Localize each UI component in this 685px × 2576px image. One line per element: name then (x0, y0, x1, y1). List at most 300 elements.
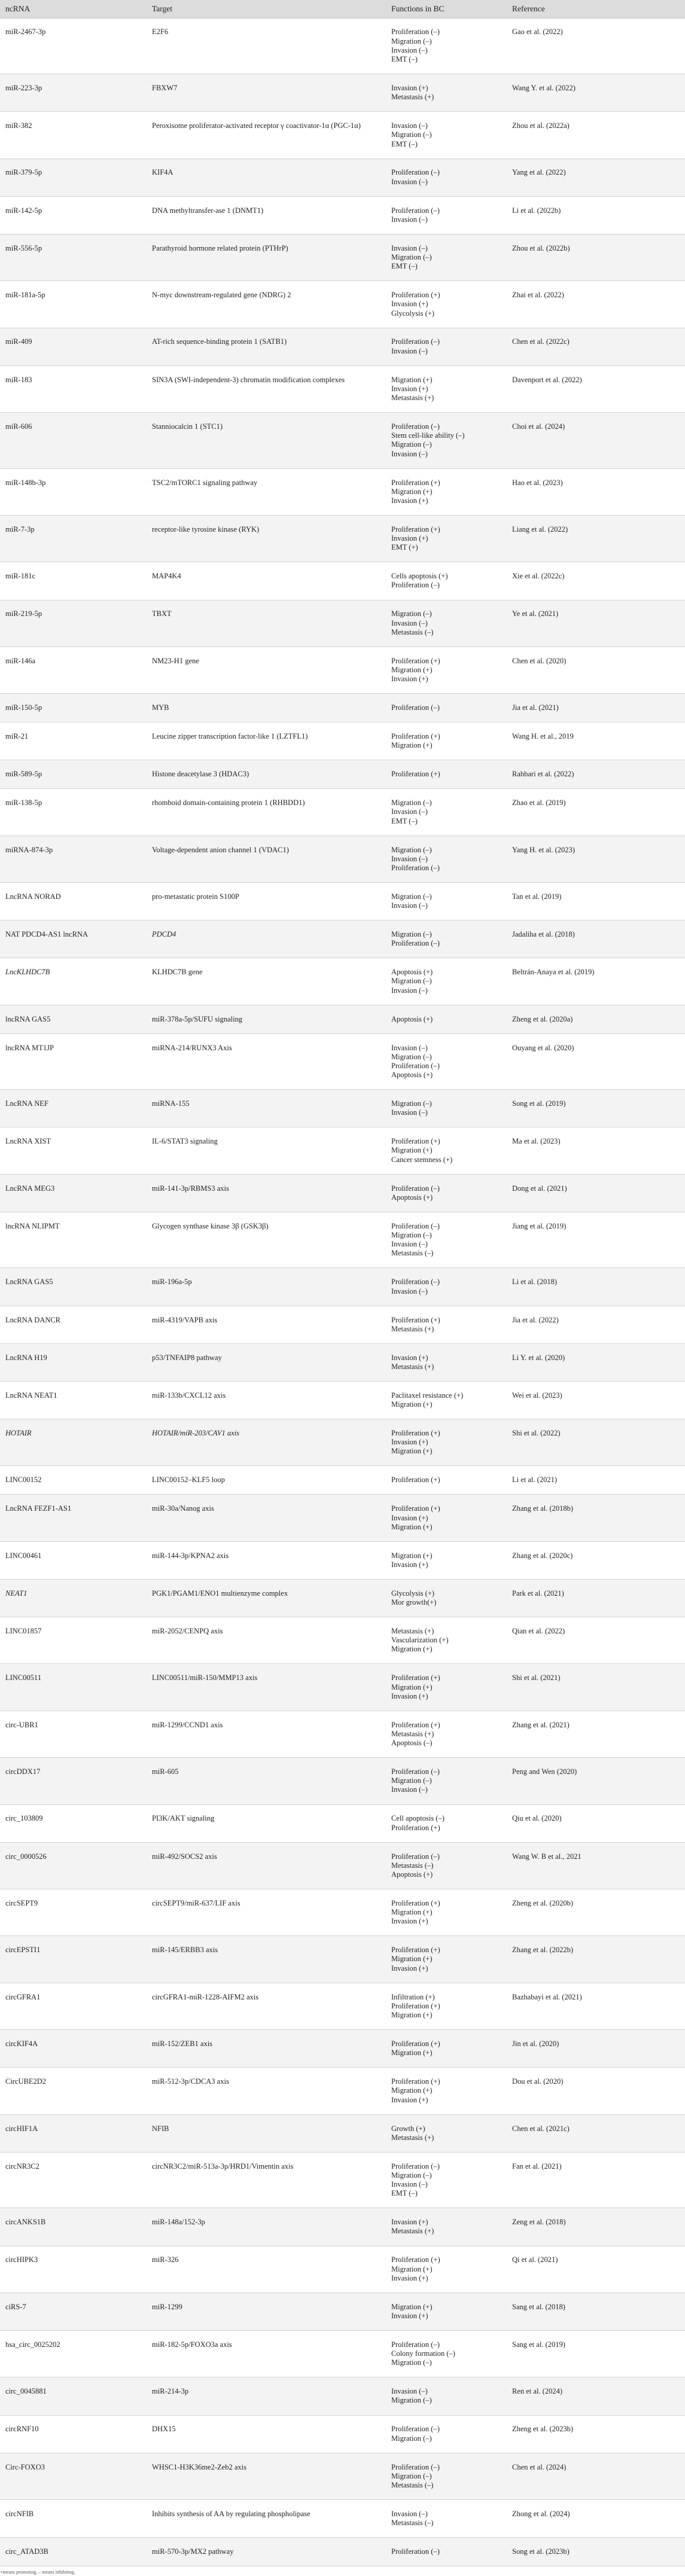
cell-reference: Zhang et al. (2021) (507, 1711, 685, 1757)
cell-ncrna: miR-223-3p (0, 74, 147, 112)
table-row (0, 2500, 685, 2538)
function-line: Invasion (–) (391, 1287, 428, 1295)
cell-ncrna: lncRNA MT1JP (0, 1034, 147, 1090)
cell-functions (386, 1090, 507, 1127)
function-line: Proliferation (+) (391, 478, 440, 487)
header-ncrna: ncRNA (0, 0, 147, 18)
header-reference: Reference (507, 0, 685, 18)
cell-functions (386, 196, 507, 234)
function-line: Migration (–) (391, 892, 432, 901)
cell-reference: Wang H. et al., 2019 (507, 723, 685, 760)
function-line: Invasion (–) (391, 2180, 428, 2189)
function-line: Proliferation (–) (391, 1767, 440, 1776)
table-footnote: +means promoting, – means inhibiting. (0, 2569, 75, 2575)
cell-target: circGFRA1-miR-1228-AIFM2 axis (147, 1983, 386, 2029)
cell-reference: Qian et al. (2022) (507, 1617, 685, 1664)
function-line: Migration (–) (391, 845, 432, 854)
function-line: Invasion (+) (391, 2273, 428, 2282)
cell-reference: Wei et al. (2023) (507, 1381, 685, 1419)
function-line: Colony formation (–) (391, 2349, 455, 2358)
function-line: Invasion (–) (391, 177, 428, 186)
function-line: Migration (+) (391, 1522, 433, 1531)
cell-target: NFIB (147, 2114, 386, 2152)
cell-reference: Sang et al. (2018) (507, 2293, 685, 2330)
cell-reference: Zhao et al. (2019) (507, 789, 685, 836)
cell-target: pro-metastatic protein S100P (147, 883, 386, 920)
function-line: Proliferation (–) (391, 1061, 440, 1070)
table-row (0, 2246, 685, 2293)
function-line: Proliferation (–) (391, 863, 440, 872)
cell-functions (386, 1889, 507, 1936)
cell-reference: Zhang et al. (2018b) (507, 1495, 685, 1541)
function-line: EMT (+) (391, 543, 418, 552)
function-line: Proliferation (+) (391, 2040, 440, 2048)
cell-reference: Zhou et al. (2022b) (507, 234, 685, 281)
function-line: Apoptosis (+) (391, 1014, 433, 1023)
cell-ncrna: LncRNA H19 (0, 1343, 147, 1381)
function-line: Metastasis (+) (391, 93, 434, 102)
table-row (0, 2415, 685, 2453)
cell-reference: Wang W. B et al., 2021 (507, 1842, 685, 1889)
table-row (0, 2152, 685, 2208)
table-row (0, 2030, 685, 2068)
function-line: Invasion (–) (391, 618, 428, 627)
cell-functions (386, 281, 507, 328)
cell-ncrna: LINC00461 (0, 1541, 147, 1579)
table-row (0, 1174, 685, 1212)
cell-reference: Fan et al. (2021) (507, 2152, 685, 2208)
function-line: Invasion (–) (391, 807, 428, 816)
cell-reference: Qiu et al. (2020) (507, 1804, 685, 1842)
function-line: Cell apoptosis (–) (391, 1814, 445, 1823)
cell-ncrna: LncRNA NORAD (0, 883, 147, 920)
cell-target: Glycogen synthase kinase 3β (GSK3β) (147, 1212, 386, 1268)
cell-target: miR-152/ZEB1 axis (147, 2030, 386, 2068)
cell-target: LINC00152–KLF5 loop (147, 1466, 386, 1495)
function-line: EMT (–) (391, 262, 418, 271)
function-line: Proliferation (+) (391, 525, 440, 534)
table-row (0, 694, 685, 723)
table-row (0, 1804, 685, 1842)
function-line: Invasion (–) (391, 901, 428, 910)
function-line: Proliferation (+) (391, 2001, 440, 2010)
cell-target: miR-145/ERBB3 axis (147, 1936, 386, 1983)
table-row (0, 1268, 685, 1306)
cell-target: Leucine zipper transcription factor-like 1 (LZTFL1) (147, 723, 386, 760)
cell-ncrna: circANKS1B (0, 2208, 147, 2246)
cell-ncrna: miR-606 (0, 413, 147, 469)
cell-functions (386, 1495, 507, 1541)
function-line: Migration (–) (391, 1231, 432, 1239)
function-line: Apoptosis (+) (391, 968, 433, 977)
function-line: Proliferation (+) (391, 2077, 440, 2086)
cell-target: FBXW7 (147, 74, 386, 112)
cell-functions (386, 2293, 507, 2330)
function-line: Migration (–) (391, 2434, 432, 2443)
table-row (0, 2453, 685, 2499)
function-line: Migration (+) (391, 1447, 433, 1456)
cell-reference: Shi et al. (2021) (507, 1664, 685, 1711)
cell-ncrna: miR-148b-3p (0, 468, 147, 515)
function-line: Proliferation (+) (391, 770, 440, 779)
function-line: Infiltration (+) (391, 1992, 435, 2001)
function-line: Proliferation (–) (391, 1221, 440, 1230)
function-line: Metastasis (–) (391, 2480, 434, 2489)
cell-target: miR-605 (147, 1758, 386, 1804)
table-row (0, 468, 685, 515)
cell-target: miR-214-3p (147, 2377, 386, 2415)
table-row (0, 647, 685, 693)
cell-functions (386, 2030, 507, 2068)
table-row (0, 158, 685, 196)
function-line: Invasion (+) (391, 2095, 428, 2104)
cell-ncrna: circKIF4A (0, 2030, 147, 2068)
cell-target: miR-2052/CENPQ axis (147, 1617, 386, 1664)
cell-target: p53/TNFAIP8 pathway (147, 1343, 386, 1381)
function-line: Proliferation (+) (391, 1946, 440, 1955)
table-row (0, 1466, 685, 1495)
cell-target: miR-512-3p/CDCA3 axis (147, 2068, 386, 2114)
cell-target: KLHDC7B gene (147, 958, 386, 1005)
cell-ncrna: lncRNA NLIPMT (0, 1212, 147, 1268)
function-line: Apoptosis (+) (391, 1071, 433, 1080)
cell-reference: Zhang et al. (2022b) (507, 1936, 685, 1983)
cell-ncrna: NEAT1 (0, 1579, 147, 1617)
table-row (0, 1034, 685, 1090)
cell-ncrna: LncRNA FEZF1-AS1 (0, 1495, 147, 1541)
function-line: Proliferation (–) (391, 2340, 440, 2349)
cell-target: PI3K/AKT signaling (147, 1804, 386, 1842)
cell-functions (386, 2068, 507, 2114)
function-line: Migration (+) (391, 1955, 433, 1964)
cell-reference: Dong et al. (2021) (507, 1174, 685, 1212)
cell-reference: Song et al. (2023b) (507, 2538, 685, 2566)
cell-target: Peroxisome proliferator-activated receptor γ coactivator-1α (PGC-1α) (147, 112, 386, 158)
cell-target: MYB (147, 694, 386, 723)
function-line: Migration (+) (391, 2086, 433, 2095)
function-line: Migration (+) (391, 741, 433, 750)
function-line: Invasion (–) (391, 2387, 428, 2396)
function-line: Apoptosis (+) (391, 1870, 433, 1879)
cell-functions (386, 365, 507, 412)
cell-reference: Zeng et al. (2018) (507, 2208, 685, 2246)
cell-functions (386, 1617, 507, 1664)
function-line: Migration (+) (391, 1682, 433, 1691)
cell-reference: Bazhabayi et al. (2021) (507, 1983, 685, 2029)
cell-functions (386, 1005, 507, 1034)
table-row (0, 2114, 685, 2152)
cell-functions (386, 1936, 507, 1983)
table-row (0, 234, 685, 281)
cell-functions (386, 234, 507, 281)
cell-reference: Wang Y. et al. (2022) (507, 74, 685, 112)
cell-functions (386, 1711, 507, 1757)
cell-ncrna: LncRNA NEF (0, 1090, 147, 1127)
table-row (0, 1343, 685, 1381)
cell-reference: Zhang et al. (2020c) (507, 1541, 685, 1579)
cell-target: miR-570-3p/MX2 pathway (147, 2538, 386, 2566)
cell-target: miR-141-3p/RBMS3 axis (147, 1174, 386, 1212)
cell-reference: Jin et al. (2020) (507, 2030, 685, 2068)
function-line: Invasion (+) (391, 1560, 428, 1569)
cell-reference: Chen et al. (2020) (507, 647, 685, 693)
function-line: Invasion (+) (391, 384, 428, 393)
function-line: EMT (–) (391, 139, 418, 148)
function-line: Migration (–) (391, 36, 432, 45)
cell-functions (386, 2453, 507, 2499)
function-line: Proliferation (–) (391, 2547, 440, 2556)
function-line: Invasion (+) (391, 2311, 428, 2320)
cell-ncrna: LncRNA NEAT1 (0, 1381, 147, 1419)
table-row (0, 2538, 685, 2566)
cell-ncrna: CircUBE2D2 (0, 2068, 147, 2114)
function-line: Migration (–) (391, 440, 432, 449)
function-line: Apoptosis (–) (391, 1739, 433, 1748)
cell-functions (386, 600, 507, 647)
cell-reference: Ye et al. (2021) (507, 600, 685, 647)
cell-ncrna: miR-146a (0, 647, 147, 693)
function-line: Migration (+) (391, 2264, 433, 2273)
cell-target: miR-182-5p/FOXO3a axis (147, 2331, 386, 2377)
cell-functions (386, 2246, 507, 2293)
cell-target: circSEPT9/miR-637/LIF axis (147, 1889, 386, 1936)
cell-functions (386, 836, 507, 882)
cell-functions (386, 1306, 507, 1343)
cell-target: miR-4319/VAPB axis (147, 1306, 386, 1343)
function-line: Migration (–) (391, 609, 432, 618)
table-row (0, 836, 685, 882)
cell-functions (386, 1842, 507, 1889)
function-line: Invasion (+) (391, 83, 428, 92)
cell-functions (386, 760, 507, 789)
function-line: Proliferation (+) (391, 2255, 440, 2264)
table-row (0, 1617, 685, 1664)
function-line: Proliferation (+) (391, 1137, 440, 1146)
cell-ncrna: circ_ATAD3B (0, 2538, 147, 2566)
table-row (0, 1541, 685, 1579)
cell-target: PGK1/PGAM1/ENO1 multienzyme complex (147, 1579, 386, 1617)
table-row (0, 562, 685, 600)
cell-reference: Zheng et al. (2020b) (507, 1889, 685, 1936)
cell-reference: Choi et al. (2024) (507, 413, 685, 469)
cell-reference: Yang et al. (2022) (507, 158, 685, 196)
cell-target: N-myc downstream-regulated gene (NDRG) 2 (147, 281, 386, 328)
function-line: Cells apoptosis (+) (391, 572, 448, 581)
table-row (0, 2068, 685, 2114)
cell-reference: Chen et al. (2024) (507, 2453, 685, 2499)
cell-reference: Jadaliha et al. (2018) (507, 920, 685, 958)
table-row (0, 281, 685, 328)
function-line: Mor growth(+) (391, 1598, 437, 1607)
function-line: Migration (+) (391, 1400, 433, 1409)
cell-reference: Zheng et al. (2020a) (507, 1005, 685, 1034)
cell-target: AT-rich sequence-binding protein 1 (SATB1) (147, 328, 386, 365)
cell-functions (386, 74, 507, 112)
cell-functions (386, 920, 507, 958)
cell-ncrna: miRNA-874-3p (0, 836, 147, 882)
cell-reference: Beltrán-Anaya et al. (2019) (507, 958, 685, 1005)
cell-reference: Xie et al. (2022c) (507, 562, 685, 600)
cell-functions (386, 2208, 507, 2246)
cell-functions (386, 1174, 507, 1212)
table-row (0, 74, 685, 112)
function-line: Proliferation (–) (391, 1852, 440, 1861)
cell-functions (386, 413, 507, 469)
cell-target: miR-326 (147, 2246, 386, 2293)
cell-reference: Li Y. et al. (2020) (507, 1343, 685, 1381)
header-target: Target (147, 0, 386, 18)
cell-ncrna: circDDX17 (0, 1758, 147, 1804)
function-line: Invasion (–) (391, 1240, 428, 1249)
cell-reference: Qi et al. (2021) (507, 2246, 685, 2293)
table-row (0, 1419, 685, 1466)
function-line: Migration (+) (391, 1908, 433, 1917)
cell-target: miR-30a/Nanog axis (147, 1495, 386, 1541)
cell-functions (386, 647, 507, 693)
cell-ncrna: miR-556-5p (0, 234, 147, 281)
cell-ncrna: circNR3C2 (0, 2152, 147, 2208)
table-row (0, 18, 685, 74)
function-line: Invasion (–) (391, 449, 428, 458)
table-row (0, 1711, 685, 1757)
cell-target: LINC00511/miR-150/MMP13 axis (147, 1664, 386, 1711)
function-line: Migration (–) (391, 1776, 432, 1785)
cell-functions (386, 328, 507, 365)
cell-functions (386, 1127, 507, 1174)
cell-reference: Chen et al. (2022c) (507, 328, 685, 365)
function-line: EMT (–) (391, 54, 418, 63)
cell-ncrna: LncRNA GAS5 (0, 1268, 147, 1306)
cell-functions (386, 883, 507, 920)
cell-ncrna: miR-219-5p (0, 600, 147, 647)
cell-ncrna: circRNF10 (0, 2415, 147, 2453)
function-line: Invasion (+) (391, 1513, 428, 1522)
cell-functions (386, 1034, 507, 1090)
table-row (0, 1127, 685, 1174)
function-line: Migration (–) (391, 1099, 432, 1108)
cell-functions (386, 2415, 507, 2453)
table-row (0, 516, 685, 562)
cell-target: E2F6 (147, 18, 386, 74)
cell-reference: Zhai et al. (2022) (507, 281, 685, 328)
function-line: Migration (+) (391, 1645, 433, 1654)
cell-target: Parathyroid hormone related protein (PTHrP) (147, 234, 386, 281)
cell-ncrna: miR-21 (0, 723, 147, 760)
cell-reference: Gao et al. (2022) (507, 18, 685, 74)
cell-reference: Peng and Wen (2020) (507, 1758, 685, 1804)
table-row (0, 760, 685, 789)
cell-reference: Jiang et al. (2019) (507, 1212, 685, 1268)
cell-target: Voltage-dependent anion channel 1 (VDAC1) (147, 836, 386, 882)
function-line: Invasion (–) (391, 121, 428, 130)
cell-functions (386, 2500, 507, 2538)
function-line: Proliferation (–) (391, 939, 440, 948)
cell-reference: Li et al. (2021) (507, 1466, 685, 1495)
cell-functions (386, 1758, 507, 1804)
function-line: Proliferation (+) (391, 1315, 440, 1324)
function-line: Stem cell-like ability (–) (391, 431, 465, 440)
function-line: Invasion (–) (391, 1108, 428, 1117)
function-line: Proliferation (–) (391, 581, 440, 590)
table-row (0, 1005, 685, 1034)
function-line: Paclitaxel resistance (+) (391, 1391, 464, 1400)
table-row (0, 1889, 685, 1936)
function-line: Migration (+) (391, 666, 433, 674)
function-line: Invasion (+) (391, 1438, 428, 1447)
table-row (0, 2331, 685, 2377)
cell-functions (386, 1804, 507, 1842)
cell-ncrna: miR-382 (0, 112, 147, 158)
cell-functions (386, 1381, 507, 1419)
cell-reference: Chen et al. (2021c) (507, 2114, 685, 2152)
cell-reference: Hao et al. (2023) (507, 468, 685, 515)
function-line: Proliferation (–) (391, 1278, 440, 1287)
function-line: Invasion (–) (391, 243, 428, 252)
cell-reference: Li et al. (2022b) (507, 196, 685, 234)
table-row (0, 196, 685, 234)
cell-target: WHSC1-H3K36me2-Zeb2 axis (147, 2453, 386, 2499)
function-line: Migration (–) (391, 798, 432, 807)
function-line: Proliferation (+) (391, 1428, 440, 1437)
function-line: Proliferation (–) (391, 703, 440, 712)
table-row (0, 920, 685, 958)
cell-reference: Ouyang et al. (2020) (507, 1034, 685, 1090)
function-line: Proliferation (+) (391, 1476, 440, 1484)
cell-ncrna: circNFIB (0, 2500, 147, 2538)
function-line: Metastasis (+) (391, 2133, 434, 2142)
cell-reference: Zheng et al. (2023b) (507, 2415, 685, 2453)
function-line: Migration (+) (391, 487, 433, 496)
cell-functions (386, 516, 507, 562)
cell-target: DHX15 (147, 2415, 386, 2453)
function-line: Proliferation (–) (391, 2162, 440, 2170)
cell-ncrna: circSEPT9 (0, 1889, 147, 1936)
function-line: Metastasis (–) (391, 1861, 434, 1870)
cell-target: miR-148a/152-3p (147, 2208, 386, 2246)
header-functions: Functions in BC (386, 0, 507, 18)
table-row (0, 365, 685, 412)
function-line: EMT (–) (391, 816, 418, 825)
function-line: Invasion (+) (391, 1353, 428, 1362)
cell-target: miR-378a-5p/SUFU signaling (147, 1005, 386, 1034)
function-line: Migration (–) (391, 2471, 432, 2480)
cell-ncrna: circHIF1A (0, 2114, 147, 2152)
cell-reference: Sang et al. (2019) (507, 2331, 685, 2377)
function-line: Proliferation (+) (391, 1504, 440, 1513)
cell-ncrna: LINC00152 (0, 1466, 147, 1495)
cell-ncrna: miR-150-5p (0, 694, 147, 723)
function-line: Invasion (–) (391, 1043, 428, 1052)
function-line: Proliferation (–) (391, 422, 440, 431)
cell-target: Inhibits synthesis of AA by regulating phospholipase (147, 2500, 386, 2538)
function-line: Migration (–) (391, 930, 432, 939)
cell-ncrna: circ_0045881 (0, 2377, 147, 2415)
table-row (0, 1495, 685, 1541)
function-line: Proliferation (+) (391, 732, 440, 741)
cell-ncrna: hsa_circ_0025202 (0, 2331, 147, 2377)
cell-reference: Song et al. (2019) (507, 1090, 685, 1127)
cell-target: miR-133b/CXCL12 axis (147, 1381, 386, 1419)
table-row (0, 600, 685, 647)
cell-reference: Jia et al. (2022) (507, 1306, 685, 1343)
cell-ncrna: circ-UBR1 (0, 1711, 147, 1757)
function-line: Apoptosis (+) (391, 1193, 433, 1202)
cell-target: miRNA-214/RUNX3 Axis (147, 1034, 386, 1090)
function-line: Metastasis (+) (391, 1729, 434, 1738)
cell-reference: Dou et al. (2020) (507, 2068, 685, 2114)
function-line: Proliferation (–) (391, 1184, 440, 1193)
cell-functions (386, 562, 507, 600)
